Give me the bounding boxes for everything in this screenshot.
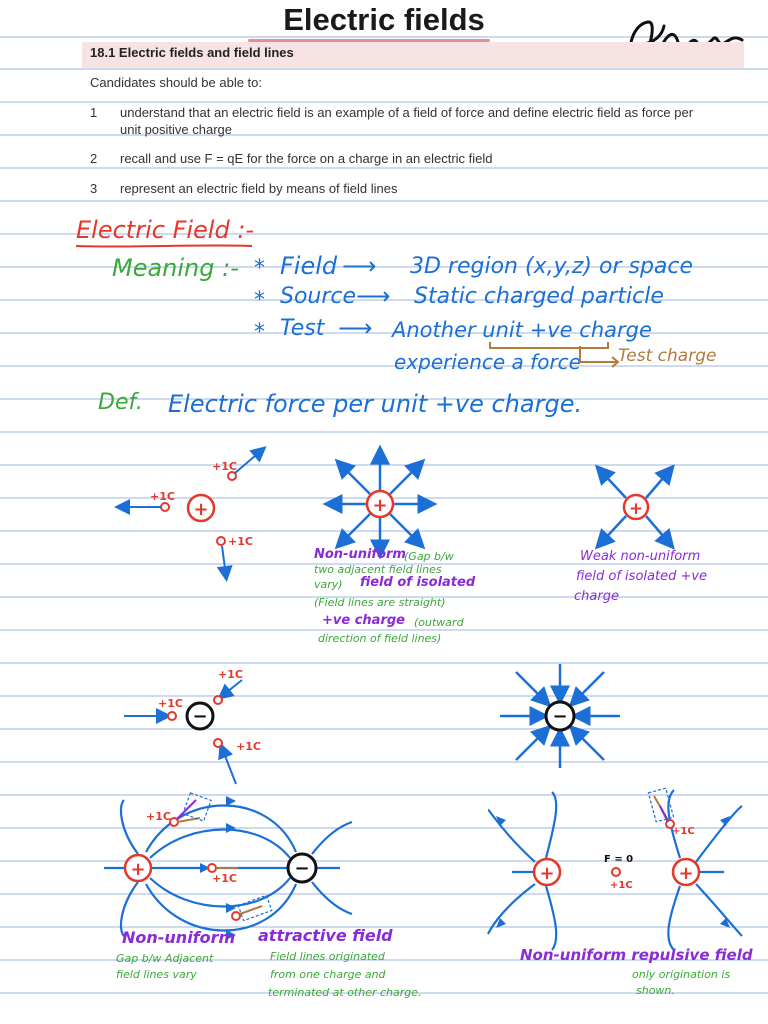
annotation-note: Field lines originated	[270, 950, 385, 963]
test-line-2: experience a force	[394, 350, 581, 374]
syllabus-intro: Candidates should be able to:	[90, 75, 263, 90]
bullet-star: *	[254, 320, 265, 345]
syllabus-item-text: unit positive charge	[120, 122, 233, 137]
test-charge-label: +1C	[146, 810, 171, 823]
negative-sign: −	[294, 858, 310, 879]
point-term: Field	[280, 252, 338, 280]
point-arrow: ⟶	[342, 252, 377, 280]
annotation-weak: Weak non-uniform	[580, 549, 701, 564]
test-charge-label: +1C	[212, 460, 237, 473]
annotation-weak: charge	[574, 589, 619, 604]
positive-sign: +	[539, 863, 555, 884]
test-charge-label: +1C	[236, 740, 261, 753]
force-zero-label: F = 0	[604, 854, 634, 865]
radial-field-positive	[330, 452, 430, 552]
annotation-note: two adjacent field lines	[314, 563, 442, 576]
annotation-note: (Field lines are straight)	[314, 596, 446, 609]
annotation-attractive-title: Non-uniform	[122, 928, 236, 947]
notes-heading-underline	[74, 243, 254, 249]
positive-sign: +	[678, 863, 694, 884]
syllabus-item-number: 2	[90, 151, 98, 166]
definition-text: Electric force per unit +ve charge.	[168, 390, 583, 418]
syllabus-heading: 18.1 Electric fields and field lines	[90, 45, 294, 60]
dipole-charges	[125, 793, 316, 921]
test-charge-arrow	[576, 344, 624, 372]
annotation-repulsive-title: Non-uniform repulsive field	[520, 946, 753, 964]
page-title: Electric fields	[283, 2, 485, 37]
positive-sign: +	[130, 859, 146, 880]
annotation-note: from one charge and	[270, 968, 386, 981]
point-description: Static charged particle	[414, 284, 664, 309]
test-charge-label: +1C	[672, 826, 695, 837]
syllabus-item-text: understand that an electric field is an example of a field of force and define electric field as force per	[120, 105, 694, 120]
test-charge-diagram-negative	[124, 668, 261, 784]
syllabus-item-text: represent an electric field by means of field lines	[120, 181, 398, 196]
point-term: Test	[280, 316, 325, 341]
annotation-note: terminated at other charge.	[268, 986, 422, 999]
positive-sign: +	[372, 495, 388, 516]
test-charge-label: +1C	[150, 490, 175, 503]
test-charge-label: +1C	[218, 668, 243, 681]
annotation-note: vary)	[314, 578, 343, 591]
bullet-star: *	[254, 288, 265, 313]
test-charge-diagram-positive	[120, 450, 262, 576]
test-charge-label: +1C	[158, 697, 183, 710]
annotation-note: shown.	[636, 984, 675, 997]
annotation-note: direction of field lines)	[318, 632, 442, 645]
positive-sign: +	[193, 499, 209, 520]
negative-sign: −	[192, 706, 208, 727]
test-charge-label: +1C	[212, 872, 237, 885]
annotation-weak: field of isolated +ve	[576, 569, 708, 584]
notes-heading: Electric Field :-	[76, 216, 255, 244]
radial-field-negative	[500, 664, 620, 768]
point-arrow: ⟶	[356, 282, 391, 310]
point-description: Another unit +ve charge	[392, 318, 652, 342]
annotation-positive-charge: +ve charge	[322, 613, 405, 628]
negative-sign: −	[552, 706, 568, 727]
test-charge-label: +1C	[228, 535, 253, 548]
definition-label: Def.	[98, 390, 143, 415]
syllabus-item-number: 3	[90, 181, 98, 196]
annotation-note: only origination is	[632, 968, 731, 981]
test-charge-label: Test charge	[618, 346, 717, 366]
annotation-note: Gap b/w Adjacent	[116, 952, 214, 965]
bullet-star: *	[254, 256, 265, 281]
point-term: Source	[280, 284, 357, 309]
annotation-nonuniform: Non-uniform	[314, 547, 406, 562]
annotation-note: (outward	[414, 616, 464, 629]
test-charge-label: +1C	[610, 880, 633, 891]
weak-field-positive	[600, 470, 670, 544]
syllabus-item-number: 1	[90, 105, 98, 120]
positive-sign: +	[628, 499, 644, 519]
point-arrow: ⟶	[338, 314, 373, 342]
point-description: 3D region (x,y,z) or space	[410, 254, 694, 279]
annotation-field-of-isolated: field of isolated	[360, 575, 476, 590]
meaning-label: Meaning :-	[112, 254, 239, 282]
annotation-attractive-title: attractive field	[258, 926, 393, 945]
annotation-note: field lines vary	[116, 968, 197, 981]
annotation-note: (Gap b/w	[404, 550, 454, 563]
syllabus-item-text: recall and use F = qE for the force on a charge in an electric field	[120, 151, 493, 166]
